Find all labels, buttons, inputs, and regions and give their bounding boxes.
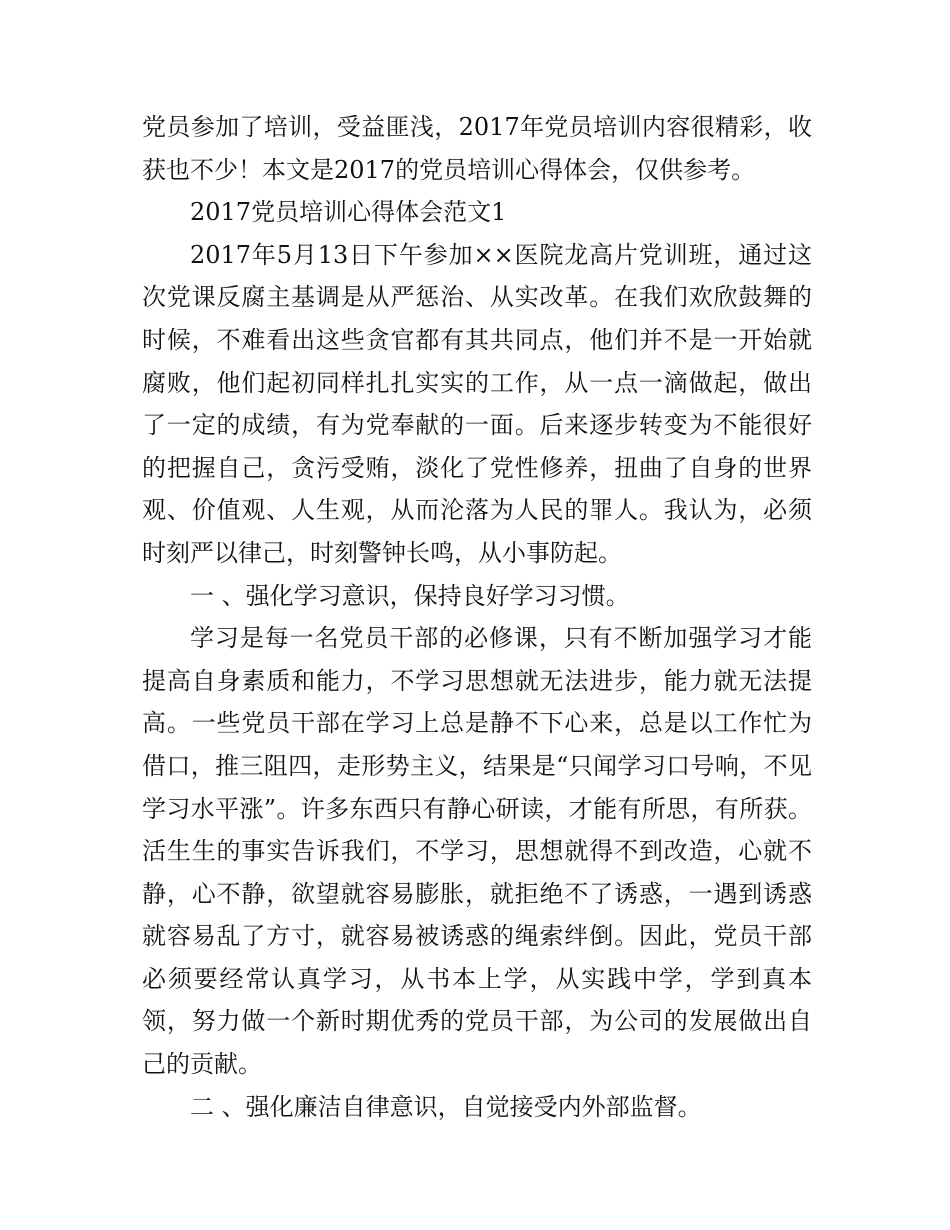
paragraph-body-2: 学习是每一名党员干部的必修课，只有不断加强学习才能提高自身素质和能力，不学习思想就无法进步，能力就无法提高。一些党员干部在学习上总是静不下心来，总是以工作忙为借口，推三阻四，走形势主义，结果是“只闻学习口号响，不见学习水平涨”。许多东西只有静心研读，才能有所思，有所获。活生生的事实告诉我们，不学习，思想就得不到改造，心就不静，心不静，欲望就容易膨胀，就拒绝不了诱惑，一遇到诱惑就容易乱了方寸，就容易被诱惑的绳索绊倒。因此，党员干部必须要经常认真学习，从书本上学，从实践中学，学到真本领，努力做一个新时期优秀的党员干部，为公司的发展做出自己的贡献。 (142, 624, 812, 1079)
paragraph-section-heading-1: 一 、强化学习意识，保持良好学习习惯。 (190, 581, 630, 610)
paragraph-intro: 党员参加了培训，受益匪浅，2017年党员培训内容很精彩，收获也不少！本文是2017的党员培训心得体会，仅供参考。 (142, 113, 812, 184)
paragraph-section-heading-2: 二 、强化廉洁自律意识，自觉接受内外部监督。 (190, 1092, 702, 1121)
paragraph-body-1: 2017年5月13日下午参加××医院龙高片党训班，通过这次党课反腐主基调是从严惩治、从实改革。在我们欢欣鼓舞的时候，不难看出这些贪官都有其共同点，他们并不是一开始就腐败，他们起初同样扎扎实实的工作，从一点一滴做起，做出了一定的成绩，有为党奉献的一面。后来逐步转变为不能很好的把握自己，贪污受贿，淡化了党性修养，扭曲了自身的世界观、价值观、人生观，从而沦落为人民的罪人。我认为，必须时刻严以律己，时刻警钟长鸣，从小事防起。 (142, 240, 812, 567)
paragraph-heading-sample-1: 2017党员培训心得体会范文1 (190, 198, 507, 227)
document-page (142, 106, 812, 1128)
